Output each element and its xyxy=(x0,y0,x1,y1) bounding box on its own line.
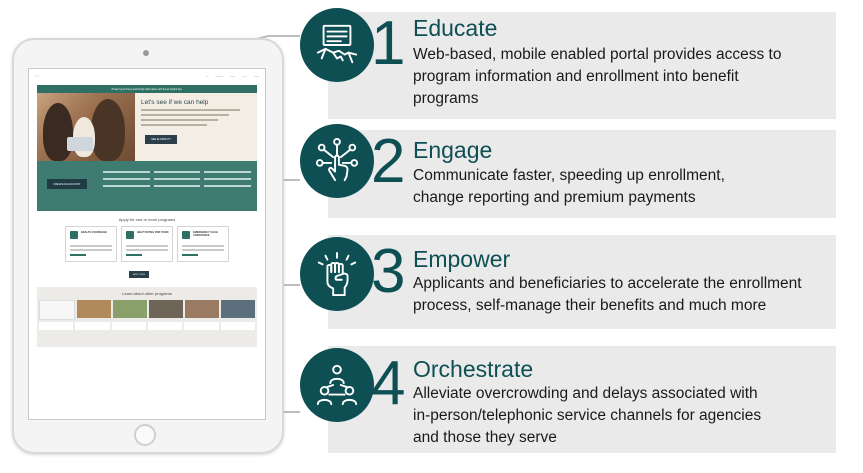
raised-fist-icon xyxy=(314,251,360,297)
screen-nav: ~ ~ — ——— —— —— —— xyxy=(35,74,259,78)
home-button xyxy=(134,424,156,446)
step-number-4: 4 xyxy=(371,349,406,418)
family-photo xyxy=(37,93,135,161)
step-title-4: Orchestrate xyxy=(413,356,534,382)
screen-hero-title: Let's see if we can help xyxy=(141,99,209,106)
screen-apply-section xyxy=(37,211,257,287)
step-number-1: 1 xyxy=(371,9,406,78)
screen-learn-section xyxy=(37,287,257,347)
screen-apply-title: Apply for one or more programs xyxy=(118,217,176,222)
step-circle-1 xyxy=(300,8,374,82)
step-circle-4 xyxy=(300,348,374,422)
screen-logo: ~ ~ xyxy=(35,74,39,78)
camera-dot xyxy=(143,50,149,56)
screen-apply-button: APPLY NOW xyxy=(129,271,149,278)
step-circle-3 xyxy=(300,237,374,311)
tablet-screen xyxy=(28,68,266,420)
screen-learn-title: Learn about other programs xyxy=(122,291,172,296)
screen-eligibility-button: SEE ELIGIBILITY xyxy=(145,135,177,144)
screen-account-section xyxy=(37,161,257,211)
handshake-document-icon xyxy=(314,22,360,68)
step-circle-2 xyxy=(300,124,374,198)
step-title-1: Educate xyxy=(413,15,498,41)
tablet-mockup xyxy=(12,38,284,454)
screen-create-account-button: CREATE AN ACCOUNT xyxy=(47,179,87,189)
screen-program-card: EMERGENCY CASH ASSISTANCE xyxy=(177,226,229,262)
screen-hero xyxy=(37,93,257,161)
screen-banner: Protect your home and family information with these helpful tips. xyxy=(37,85,257,93)
step-title-2: Engage xyxy=(413,137,493,163)
people-network-icon xyxy=(314,362,360,408)
screen-program-card: HEALTH COVERAGE xyxy=(65,226,117,262)
step-number-3: 3 xyxy=(371,237,406,306)
screen-program-card: HELP PAYING FOR FOOD xyxy=(121,226,173,262)
step-description-4: Alleviate overcrowding and delays associated with in-person/telephonic service channels for agencies and those they serve xyxy=(413,385,762,446)
step-description-2: Communicate faster, speeding up enrollment, change reporting and premium payments xyxy=(413,167,725,206)
step-number-2: 2 xyxy=(371,127,406,196)
touch-network-icon xyxy=(314,138,360,184)
step-description-3: Applicants and beneficiaries to accelerate the enrollment process, self-manage their benefits and much more xyxy=(413,275,802,314)
step-description-1: Web-based, mobile enabled portal provides access to program information and enrollment into benefit programs xyxy=(413,46,782,107)
step-title-3: Empower xyxy=(413,246,511,272)
